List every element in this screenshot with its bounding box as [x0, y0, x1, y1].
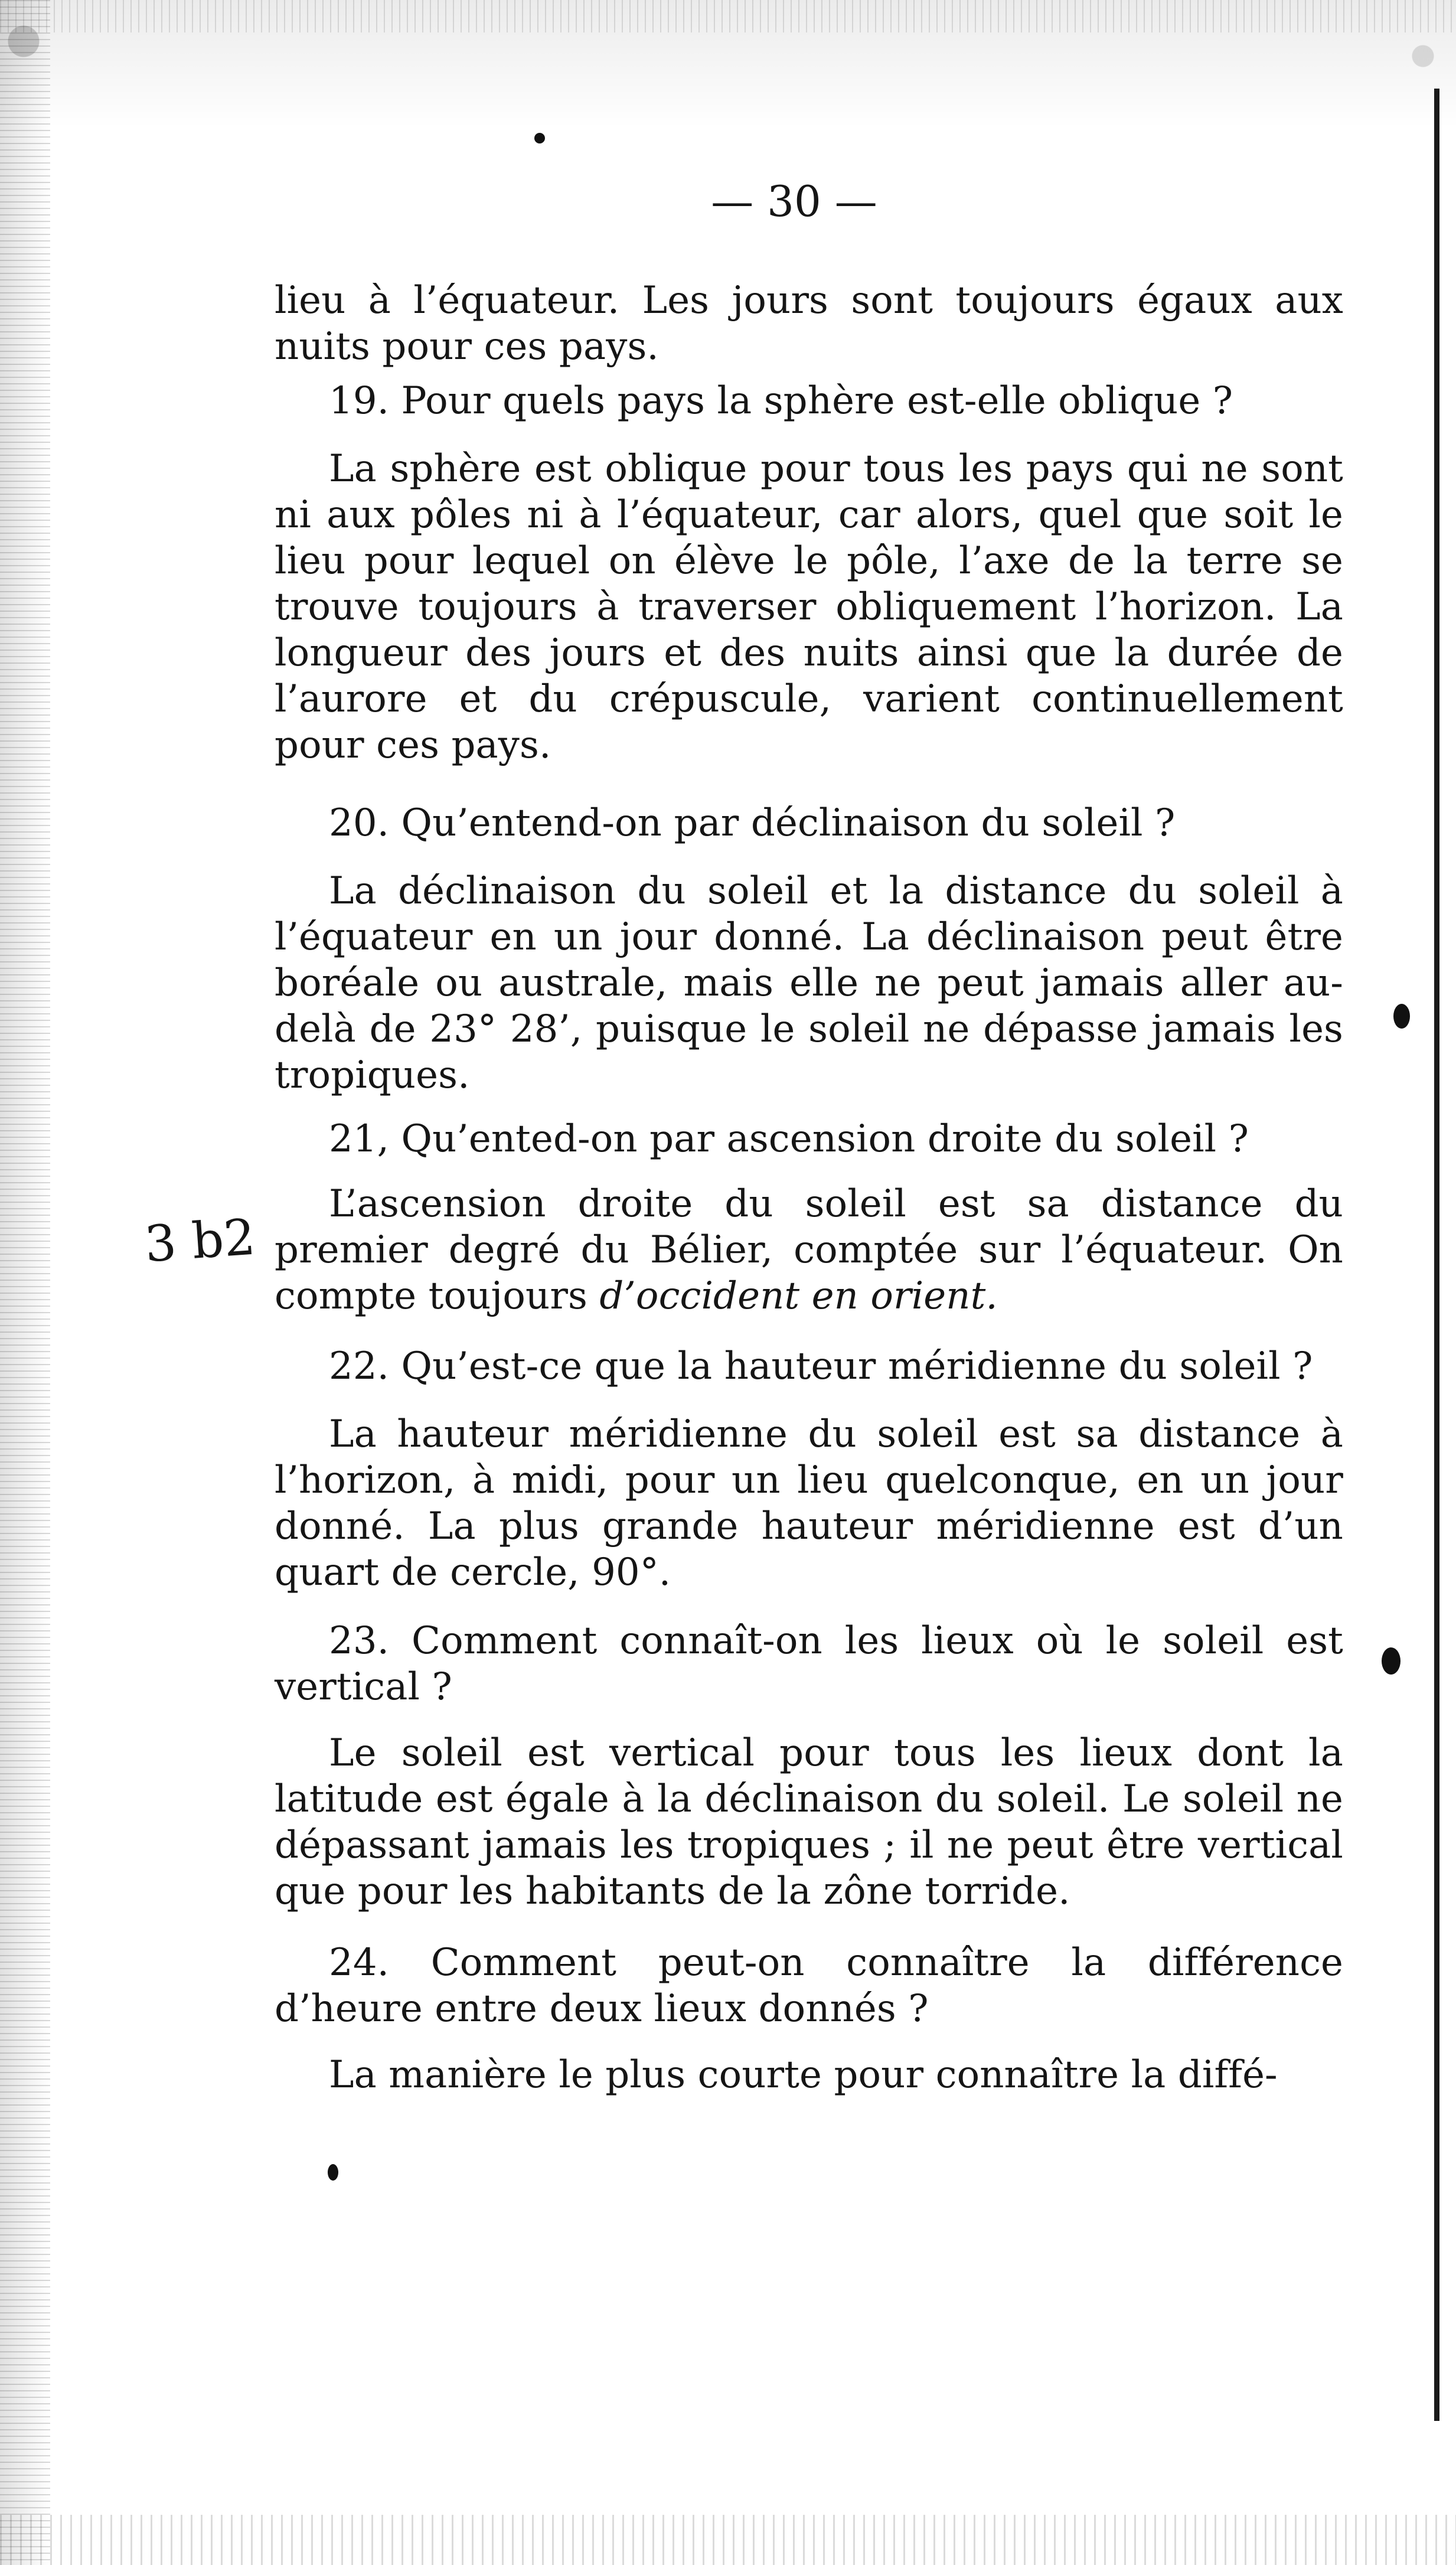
- answer-21-italic-text: d’occident en orient.: [599, 1274, 998, 1318]
- question-23: 23. Comment connaît-on les lieux où le soleil est vertical ?: [275, 1619, 1343, 1709]
- question-24: 24. Comment peut-on connaître la différence d’heure entre deux lieux donnés ?: [275, 1941, 1343, 2031]
- page-top-edge: [0, 0, 1456, 32]
- ink-dot: [1382, 1647, 1400, 1675]
- question-19: 19. Pour quels pays la sphère est-elle oblique ?: [329, 379, 1233, 423]
- answer-24-fragment: La manière le plus courte pour connaître la diffé-: [329, 2053, 1278, 2097]
- page-number: — 30 —: [711, 177, 877, 226]
- page-left-edge: [0, 0, 50, 2565]
- answer-20: La déclinaison du soleil et la distance du soleil à l’équateur en un jour donné. La déclinaison peut être boréale ou australe, mais elle ne peut jamais aller au-delà de 23° 28’, puisque le soleil ne dépasse jamais les tropiques.: [275, 869, 1343, 1097]
- answer-21: [275, 1181, 1343, 1319]
- page-bottom-edge: [0, 2515, 1456, 2565]
- paragraph-continuation: lieu à l’équateur. Les jours sont toujours égaux aux nuits pour ces pays.: [275, 279, 1343, 368]
- question-20: 20. Qu’entend-on par déclinaison du soleil ?: [329, 801, 1176, 845]
- question-22: 22. Qu’est-ce que la hauteur méridienne du soleil ?: [329, 1344, 1313, 1388]
- ink-dot: [534, 133, 545, 143]
- ink-dot: [328, 2164, 338, 2181]
- answer-23: Le soleil est vertical pour tous les lieux dont la latitude est égale à la déclinaison du soleil. Le soleil ne dépassant jamais les tropiques ; il ne peut être vertical que pour les habitants de la zône torride.: [275, 1731, 1343, 1913]
- question-21: 21, Qu’ented-on par ascension droite du soleil ?: [329, 1117, 1249, 1161]
- answer-21-text: L’ascension droite du soleil est sa distance du premier degré du Bélier, comptée sur l’équateur. On compte toujours: [275, 1182, 1343, 1318]
- answer-22: La hauteur méridienne du soleil est sa distance à l’horizon, à midi, pour un lieu quelconque, en un jour donné. La plus grande hauteur méridienne est d’un quart de cercle, 90°.: [275, 1412, 1343, 1594]
- ink-dot: [1393, 1004, 1410, 1029]
- answer-19: La sphère est oblique pour tous les pays qui ne sont ni aux pôles ni à l’équateur, car alors, quel que soit le lieu pour lequel on élève le pôle, l’axe de la terre se trouve toujours à traverser obliquement l’horizon. La longueur des jours et des nuits ainsi que la durée de l’aurore et du crépuscule, varient continuellement pour ces pays.: [275, 447, 1343, 767]
- page-right-binding-rule: [1434, 89, 1439, 2421]
- handwritten-margin-note: 3 b2: [142, 1208, 257, 1274]
